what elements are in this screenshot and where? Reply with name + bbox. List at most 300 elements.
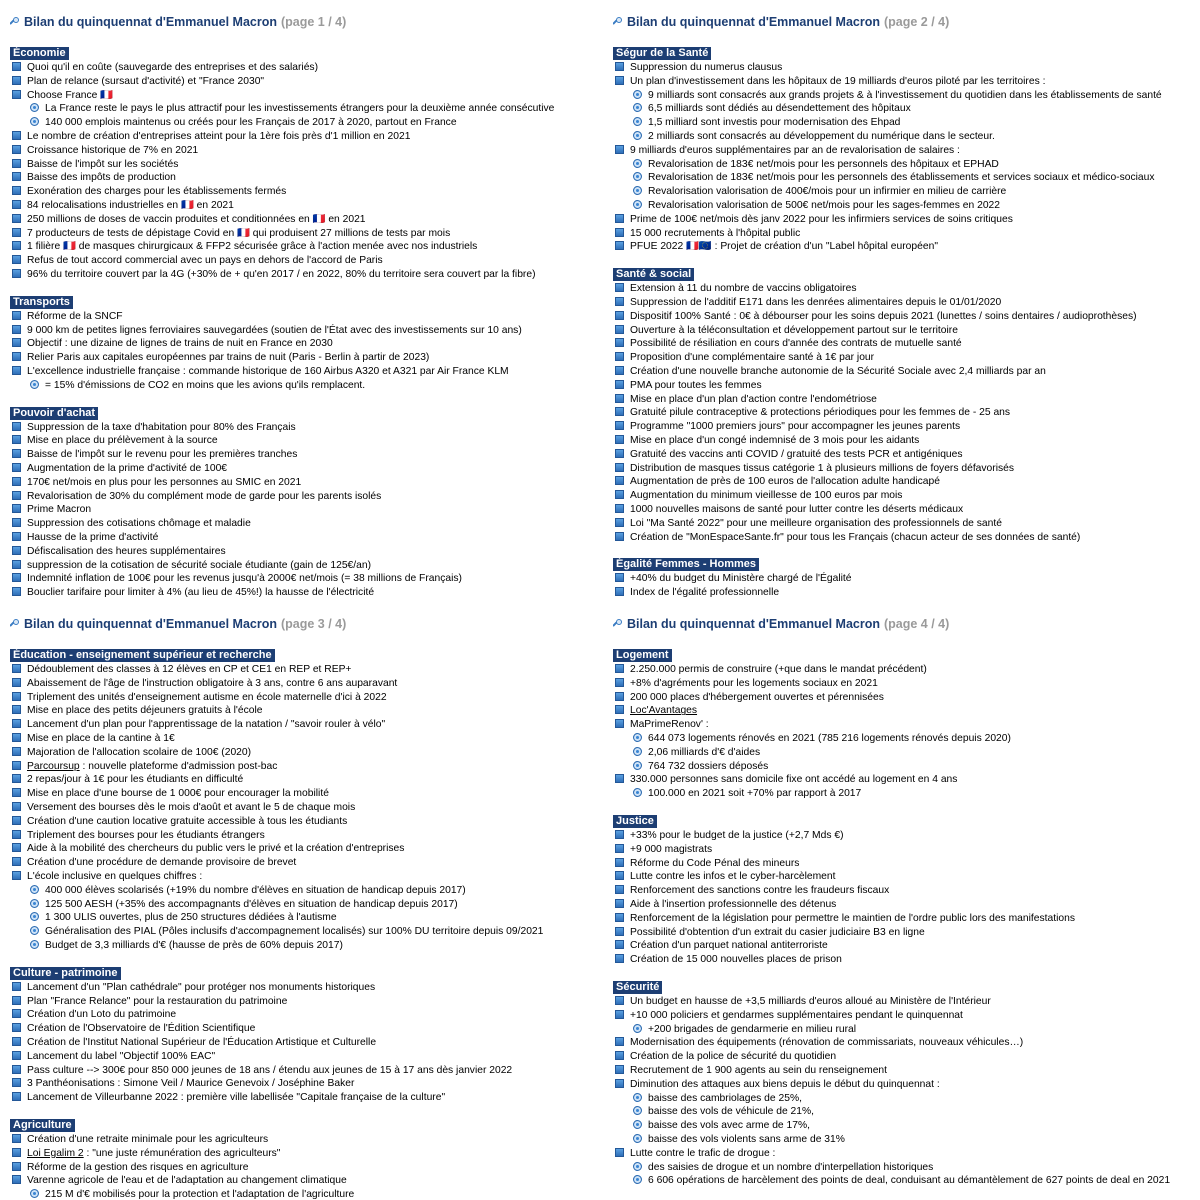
list-item-text: MaPrimeRenov' :	[630, 719, 709, 731]
list-item	[613, 1023, 1200, 1037]
section-heading: Agriculture	[10, 1119, 75, 1132]
list-item-text: Suppression de la taxe d'habitation pour 80% des Français	[27, 421, 296, 433]
list-item-text: Aide à la mobilité des chercheurs du public vers le privé et la création d'entreprises	[27, 843, 405, 855]
round-bullet-icon	[30, 103, 39, 112]
page-title	[613, 612, 1200, 636]
section	[613, 264, 1200, 544]
round-bullet-icon	[633, 159, 642, 168]
square-bullet-icon	[615, 214, 624, 223]
square-bullet-icon	[12, 705, 21, 714]
square-bullet-icon	[12, 1051, 21, 1060]
section	[10, 43, 600, 282]
square-bullet-icon	[12, 857, 21, 866]
list-item	[613, 884, 1200, 898]
list-item	[10, 995, 600, 1009]
square-bullet-icon	[12, 982, 21, 991]
square-bullet-icon	[12, 311, 21, 320]
list-item-text: Choose France 🇫🇷	[27, 89, 114, 101]
list-item-text: 644 073 logements rénovés en 2021 (785 216 logements rénovés depuis 2020)	[648, 732, 1011, 744]
round-bullet-icon	[30, 1189, 39, 1198]
square-bullet-icon	[615, 145, 624, 154]
list-item	[10, 801, 600, 815]
square-bullet-icon	[615, 476, 624, 485]
underlined-link-text[interactable]: Loi Egalim 2	[27, 1147, 84, 1159]
list-item	[613, 1050, 1200, 1064]
list-item-text: 9 000 km de petites lignes ferroviaires sauvegardées (soutien de l'État avec des investissements sur 10 ans)	[27, 324, 522, 336]
square-bullet-icon	[12, 325, 21, 334]
list-item	[10, 545, 600, 559]
list-item	[10, 337, 600, 351]
list-item	[613, 1036, 1200, 1050]
square-bullet-icon	[615, 830, 624, 839]
square-bullet-icon	[12, 843, 21, 852]
square-bullet-icon	[12, 996, 21, 1005]
list-item	[10, 1133, 600, 1147]
list-item	[10, 421, 600, 435]
list-item-text: Revalorisation de 30% du complément mode de garde pour les parents isolés	[27, 490, 382, 502]
list-item	[613, 1064, 1200, 1078]
list-item-text: Dispositif 100% Santé : 0€ à débourser pour les soins depuis 2021 (lunettes / soins dentaires / audioprothèses)	[630, 310, 1137, 322]
square-bullet-icon	[12, 228, 21, 237]
section-heading: Santé & social	[613, 268, 694, 281]
square-bullet-icon	[12, 788, 21, 797]
square-bullet-icon	[12, 1009, 21, 1018]
list-item	[613, 434, 1200, 448]
list-item-text: Plan de relance (sursaut d'activité) et "France 2030"	[27, 75, 265, 87]
square-bullet-icon	[12, 214, 21, 223]
list-item-text: : nouvelle plateforme d'admission post-bac	[79, 760, 278, 772]
list-item-text: Augmentation de près de 100 euros de l'allocation adulte handicapé	[630, 476, 940, 488]
list-item	[10, 1174, 600, 1188]
round-bullet-icon	[633, 117, 642, 126]
list-item	[613, 995, 1200, 1009]
list-item	[10, 227, 600, 241]
list-item-text: PMA pour toutes les femmes	[630, 379, 762, 391]
square-bullet-icon	[615, 940, 624, 949]
round-bullet-icon	[633, 747, 642, 756]
list-item	[10, 75, 600, 89]
list-item	[10, 732, 600, 746]
list-item-text: La France reste le pays le plus attractif pour les investissements étrangers pour la deuxième année consécutive	[45, 103, 555, 115]
list-item	[613, 199, 1200, 213]
round-bullet-icon	[30, 117, 39, 126]
list-item	[613, 898, 1200, 912]
list-item	[10, 240, 600, 254]
square-bullet-icon	[615, 844, 624, 853]
list-item-text: Indemnité inflation de 100€ pour les revenus jusqu'à 2000€ net/mois (= 38 millions de Français)	[27, 573, 462, 585]
list-item-text: Baisse des impôts de production	[27, 172, 176, 184]
list-item	[613, 953, 1200, 967]
list-item-text: Création d'un parquet national antiterroriste	[630, 940, 828, 952]
square-bullet-icon	[12, 172, 21, 181]
list-item-text: Gratuité pilule contraceptive & protections périodiques pour les femmes de - 25 ans	[630, 407, 1011, 419]
list-item-text: 764 732 dossiers déposés	[648, 760, 769, 772]
list-item	[10, 351, 600, 365]
list-item-text: Création d'un Loto du patrimoine	[27, 1009, 177, 1021]
list-item	[10, 663, 600, 677]
list-item-text: 6,5 milliards sont dédiés au désendettement des hôpitaux	[648, 103, 911, 115]
round-bullet-icon	[633, 103, 642, 112]
list-item-text: Revalorisation valorisation de 400€/mois pour un infirmier en milieu de carrière	[648, 186, 1007, 198]
square-bullet-icon	[12, 491, 21, 500]
page-number: (page 4 / 4)	[884, 617, 950, 631]
square-bullet-icon	[12, 159, 21, 168]
list-item-text: des saisies de drogue et un nombre d'interpellation historiques	[648, 1161, 934, 1173]
list-item	[10, 144, 600, 158]
list-item-text: Triplement des bourses pour les étudiants étrangers	[27, 829, 265, 841]
list-item	[10, 1147, 600, 1161]
square-bullet-icon	[12, 241, 21, 250]
square-bullet-icon	[615, 241, 624, 250]
list-item-text: Réforme de la gestion des risques en agriculture	[27, 1161, 249, 1173]
list-item	[10, 925, 600, 939]
list-item	[613, 531, 1200, 545]
list-item	[613, 691, 1200, 705]
list-item-text: Objectif : une dizaine de lignes de trains de nuit en France en 2030	[27, 338, 333, 350]
list-item	[10, 434, 600, 448]
square-bullet-icon	[615, 927, 624, 936]
list-item	[613, 144, 1200, 158]
square-bullet-icon	[12, 1078, 21, 1087]
list-item-text: +10 000 policiers et gendarmes supplémentaires pendant le quinquennat	[630, 1009, 963, 1021]
square-bullet-icon	[12, 719, 21, 728]
list-item-text: Possibilité d'obtention d'un extrait du casier judiciaire B3 en ligne	[630, 926, 925, 938]
list-item-text: Prime Macron	[27, 504, 92, 516]
list-item-text: Refus de tout accord commercial avec un pays en dehors de l'accord de Paris	[27, 255, 383, 267]
square-bullet-icon	[615, 871, 624, 880]
list-item-text: Extension à 11 du nombre de vaccins obligatoires	[630, 283, 857, 295]
list-item	[10, 856, 600, 870]
list-item-text: 215 M d'€ mobilisés pour la protection et l'adaptation de l'agriculture	[45, 1189, 355, 1200]
list-item	[613, 171, 1200, 185]
section-heading: Éducation - enseignement supérieur et recherche	[10, 649, 275, 662]
list-item	[613, 1092, 1200, 1106]
list-item	[613, 158, 1200, 172]
section	[613, 554, 1200, 600]
square-bullet-icon	[615, 1051, 624, 1060]
list-item-text: 1 filière 🇫🇷 de masques chirurgicaux & FFP2 sécurisée grâce à l'action menée avec nos industriels	[27, 241, 478, 253]
list-item	[10, 842, 600, 856]
round-bullet-icon	[633, 172, 642, 181]
list-item-text: Lutte contre les infos et le cyber-harcèlement	[630, 871, 836, 883]
underlined-link-text[interactable]: Parcoursup	[27, 760, 80, 772]
list-item	[10, 559, 600, 573]
page-number: (page 3 / 4)	[281, 617, 347, 631]
list-item	[613, 296, 1200, 310]
square-bullet-icon	[615, 705, 624, 714]
list-item	[10, 365, 600, 379]
square-bullet-icon	[615, 1010, 624, 1019]
list-item	[10, 1022, 600, 1036]
section-heading: Économie	[10, 47, 69, 60]
list-item	[613, 1133, 1200, 1147]
list-item-text: Bouclier tarifaire pour limiter à 4% (au lieu de 45%!) la hausse de l'électricité	[27, 587, 375, 599]
square-bullet-icon	[615, 76, 624, 85]
magnifier-icon	[613, 619, 623, 629]
round-bullet-icon	[30, 899, 39, 908]
list-item	[613, 912, 1200, 926]
list-item	[613, 393, 1200, 407]
list-item-text: Création d'une retraite minimale pour les agriculteurs	[27, 1133, 269, 1145]
page-title-text: Bilan du quinquennat d'Emmanuel Macron	[627, 15, 880, 29]
list-item	[613, 337, 1200, 351]
square-bullet-icon	[12, 338, 21, 347]
round-bullet-icon	[30, 885, 39, 894]
square-bullet-icon	[615, 664, 624, 673]
square-bullet-icon	[12, 664, 21, 673]
list-item-text: Création de l'Institut National Supérieur de l'Éducation Artistique et Culturelle	[27, 1036, 377, 1048]
list-item	[10, 1064, 600, 1078]
list-item	[10, 704, 600, 718]
list-item-text: +33% pour le budget de la justice (+2,7 Mds €)	[630, 829, 844, 841]
list-item-text: Revalorisation valorisation de 500€ net/mois pour les sages-femmes en 2022	[648, 199, 1001, 211]
list-item-text: +200 brigades de gendarmerie en milieu rural	[648, 1023, 857, 1035]
square-bullet-icon	[12, 816, 21, 825]
magnifier-icon	[613, 17, 623, 27]
square-bullet-icon	[12, 463, 21, 472]
square-bullet-icon	[12, 1023, 21, 1032]
list-item-text: L'excellence industrielle française : commande historique de 160 Airbus A320 et A321 par Air France KLM	[27, 365, 509, 377]
square-bullet-icon	[12, 774, 21, 783]
round-bullet-icon	[633, 1024, 642, 1033]
square-bullet-icon	[12, 733, 21, 742]
round-bullet-icon	[633, 131, 642, 140]
list-item-text: baisse des vols de véhicule de 21%,	[648, 1106, 814, 1118]
list-item-text: Renforcement des sanctions contre les fraudeurs fiscaux	[630, 885, 890, 897]
list-item	[613, 213, 1200, 227]
page-title	[10, 612, 600, 636]
list-item-text: Lutte contre le trafic de drogue :	[630, 1147, 776, 1159]
list-item	[613, 939, 1200, 953]
round-bullet-icon	[633, 1106, 642, 1115]
list-item	[10, 462, 600, 476]
list-item	[613, 1174, 1200, 1188]
square-bullet-icon	[615, 380, 624, 389]
round-bullet-icon	[633, 1162, 642, 1171]
page-1-panel	[10, 10, 600, 606]
round-bullet-icon	[633, 733, 642, 742]
square-bullet-icon	[12, 830, 21, 839]
list-item-text: baisse des vols avec arme de 17%,	[648, 1120, 810, 1132]
list-item-text: Mise en place d'un congé indemnisé de 3 mois pour les aidants	[630, 434, 920, 446]
list-item-text: Création d'une nouvelle branche autonomie de la Sécurité Sociale avec 2,4 milliards par an	[630, 365, 1046, 377]
square-bullet-icon	[615, 1065, 624, 1074]
list-item-text: 96% du territoire couvert par la 4G (+30% de + qu'en 2017 / en 2022, 80% du territoire sera couvert par la fibre)	[27, 268, 536, 280]
underlined-link-text[interactable]: Loc'Avantages	[630, 705, 698, 717]
list-item-text: Généralisation des PIAL (Pôles inclusifs d'accompagnement localisés) sur 100% DU territoire depuis 09/2021	[45, 926, 544, 938]
list-item-text: 170€ net/mois en plus pour les personnes au SMIC en 2021	[27, 476, 302, 488]
list-item-text: +8% d'agréments pour les logements sociaux en 2021	[630, 677, 878, 689]
square-bullet-icon	[12, 186, 21, 195]
list-item	[10, 517, 600, 531]
square-bullet-icon	[615, 1037, 624, 1046]
section-heading: Transports	[10, 296, 73, 309]
square-bullet-icon	[12, 1134, 21, 1143]
round-bullet-icon	[633, 788, 642, 797]
list-item-text: 140 000 emplois maintenus ou créés pour les Français de 2017 à 2020, partout en France	[45, 117, 457, 129]
square-bullet-icon	[615, 518, 624, 527]
square-bullet-icon	[615, 913, 624, 922]
list-item-text: Exonération des charges pour les établissements fermés	[27, 186, 287, 198]
list-item	[10, 884, 600, 898]
list-item	[10, 870, 600, 884]
list-item	[10, 1077, 600, 1091]
list-item-text: 330.000 personnes sans domicile fixe ont accédé au logement en 4 ans	[630, 774, 958, 786]
list-item	[10, 911, 600, 925]
list-item-text: Pass culture --> 300€ pour 850 000 jeunes de 18 ans / étendu aux jeunes de 15 à 17 ans dès janvier 2022	[27, 1064, 513, 1076]
square-bullet-icon	[615, 311, 624, 320]
list-item-text: 125 500 AESH (+35% des accompagnants d'élèves en situation de handicap depuis 2017)	[45, 898, 458, 910]
square-bullet-icon	[12, 366, 21, 375]
square-bullet-icon	[615, 532, 624, 541]
round-bullet-icon	[633, 761, 642, 770]
square-bullet-icon	[615, 504, 624, 513]
square-bullet-icon	[615, 62, 624, 71]
list-item	[10, 981, 600, 995]
list-item-text: Versement des bourses dès le mois d'août et avant le 5 de chaque mois	[27, 801, 356, 813]
list-item	[10, 268, 600, 282]
section-heading: Culture - patrimoine	[10, 967, 121, 980]
list-item-text: baisse des cambriolages de 25%,	[648, 1092, 802, 1104]
square-bullet-icon	[12, 76, 21, 85]
list-item-text: Création de 15 000 nouvelles places de prison	[630, 954, 842, 966]
list-item	[613, 517, 1200, 531]
square-bullet-icon	[12, 200, 21, 209]
list-item	[613, 704, 1200, 718]
list-item-text: baisse des vols violents sans arme de 31%	[648, 1133, 845, 1145]
list-item-text: Lancement d'un "Plan cathédrale" pour protéger nos monuments historiques	[27, 981, 376, 993]
list-item-text: 6 606 opérations de harcèlement des points de deal, conduisant au démantèlement de 627 points de deal en 2021	[648, 1175, 1171, 1187]
list-item	[10, 1161, 600, 1175]
list-item-text: Mise en place de la cantine à 1€	[27, 732, 175, 744]
list-item	[613, 1161, 1200, 1175]
list-item	[613, 787, 1200, 801]
list-item-text: Création de la police de sécurité du quotidien	[630, 1051, 837, 1063]
section	[10, 403, 600, 600]
list-item-text: PFUE 2022 🇫🇷🇪🇺 : Projet de création d'un "Label hôpital européen"	[630, 241, 938, 253]
square-bullet-icon	[12, 1148, 21, 1157]
list-item-text: Recrutement de 1 900 agents au sein du renseignement	[630, 1064, 888, 1076]
list-item	[10, 199, 600, 213]
square-bullet-icon	[615, 1148, 624, 1157]
page-number: (page 1 / 4)	[281, 15, 347, 29]
list-item-text: Prime de 100€ net/mois dès janv 2022 pour les infirmiers services de soins critiques	[630, 213, 1013, 225]
section	[10, 645, 600, 953]
list-item	[10, 1050, 600, 1064]
list-item	[10, 815, 600, 829]
list-item-text: = 15% d'émissions de CO2 en moins que les avions qu'ils remplacent.	[45, 379, 366, 391]
section	[613, 43, 1200, 254]
list-item-text: Programme "1000 premiers jours" pour accompagner les jeunes parents	[630, 421, 961, 433]
section	[10, 1115, 600, 1200]
square-bullet-icon	[12, 1162, 21, 1171]
list-item	[613, 379, 1200, 393]
list-item	[613, 475, 1200, 489]
list-item-text: Réforme du Code Pénal des mineurs	[630, 857, 800, 869]
list-item-text: 1000 nouvelles maisons de santé pour lutter contre les déserts médicaux	[630, 503, 964, 515]
list-item	[613, 462, 1200, 476]
square-bullet-icon	[12, 504, 21, 513]
list-item-text: Baisse de l'impôt sur le revenu pour les premières tranches	[27, 449, 298, 461]
square-bullet-icon	[615, 352, 624, 361]
list-item	[10, 448, 600, 462]
list-item-text: Varenne agricole de l'eau et de l'adaptation au changement climatique	[27, 1175, 347, 1187]
list-item	[613, 760, 1200, 774]
square-bullet-icon	[12, 255, 21, 264]
list-item	[10, 531, 600, 545]
list-item-text: 9 milliards d'euros supplémentaires par an de revalorisation de salaires :	[630, 144, 960, 156]
list-item-text: 2 milliards sont consacrés au développement du numérique dans le secteur.	[648, 130, 995, 142]
section	[10, 292, 600, 393]
square-bullet-icon	[12, 145, 21, 154]
list-item-text: Lancement du label "Objectif 100% EAC"	[27, 1050, 216, 1062]
page-title	[10, 10, 600, 34]
square-bullet-icon	[615, 1079, 624, 1088]
list-item	[613, 116, 1200, 130]
list-item	[10, 476, 600, 490]
list-item-text: Modernisation des équipements (rénovation de commissariats, nouveaux véhicules…)	[630, 1037, 1024, 1049]
list-item-text: Relier Paris aux capitales européennes par trains de nuit (Paris - Berlin à partir de 2023)	[27, 352, 430, 364]
list-item	[613, 89, 1200, 103]
list-item-text: Mise en place des petits déjeuners gratuits à l'école	[27, 705, 263, 717]
round-bullet-icon	[30, 940, 39, 949]
square-bullet-icon	[12, 477, 21, 486]
page-number: (page 2 / 4)	[884, 15, 950, 29]
list-item	[10, 490, 600, 504]
list-item-text: Suppression du numerus clausus	[630, 62, 783, 73]
list-item-text: 2 repas/jour à 1€ pour les étudiants en difficulté	[27, 774, 244, 786]
list-item	[613, 282, 1200, 296]
round-bullet-icon	[633, 1175, 642, 1184]
square-bullet-icon	[12, 692, 21, 701]
square-bullet-icon	[12, 1065, 21, 1074]
square-bullet-icon	[12, 532, 21, 541]
list-item	[10, 1091, 600, 1105]
list-item	[613, 1009, 1200, 1023]
list-item-text: Croissance historique de 7% en 2021	[27, 144, 199, 156]
list-item-text: Dédoublement des classes à 12 élèves en CP et CE1 en REP et REP+	[27, 664, 352, 675]
list-item-text: +9 000 magistrats	[630, 843, 713, 855]
list-item	[613, 586, 1200, 600]
list-item-text: 200 000 places d'hébergement ouvertes et pérennisées	[630, 691, 884, 703]
list-item	[613, 1105, 1200, 1119]
list-item-text: 2,06 milliards d'€ d'aides	[648, 746, 761, 758]
square-bullet-icon	[12, 871, 21, 880]
square-bullet-icon	[615, 283, 624, 292]
square-bullet-icon	[12, 678, 21, 687]
list-item-text: Hausse de la prime d'activité	[27, 531, 159, 543]
list-item-text: Lancement d'un plan pour l'apprentissage de la natation / "savoir rouler à vélo"	[27, 719, 386, 731]
square-bullet-icon	[615, 899, 624, 908]
section	[613, 811, 1200, 967]
square-bullet-icon	[12, 761, 21, 770]
round-bullet-icon	[30, 926, 39, 935]
list-item	[613, 240, 1200, 254]
list-item-text: Majoration de l'allocation scolaire de 100€ (2020)	[27, 746, 252, 758]
square-bullet-icon	[12, 1175, 21, 1184]
list-item-text: Baisse de l'impôt sur les sociétés	[27, 158, 179, 170]
square-bullet-icon	[615, 678, 624, 687]
square-bullet-icon	[12, 573, 21, 582]
list-item-text: Possibilité de résiliation en cours d'année des contrats de mutuelle santé	[630, 338, 962, 350]
list-item	[10, 746, 600, 760]
list-item	[613, 324, 1200, 338]
list-item-text: Augmentation du minimum vieillesse de 100 euros par mois	[630, 490, 903, 502]
round-bullet-icon	[633, 200, 642, 209]
square-bullet-icon	[615, 587, 624, 596]
list-item-text: 2.250.000 permis de construire (+que dans le mandat précédent)	[630, 664, 927, 675]
square-bullet-icon	[615, 774, 624, 783]
